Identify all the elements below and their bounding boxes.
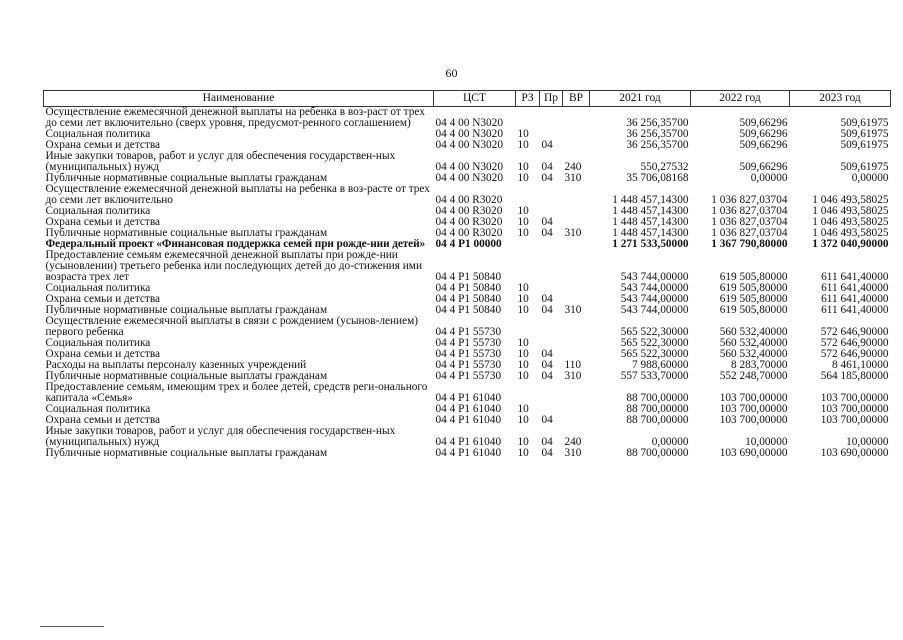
cell-2022: 103 700,00000 <box>719 414 788 426</box>
cell-2023: 611 641,40000 <box>821 293 889 305</box>
cell-rz: 10 <box>517 304 529 316</box>
cell-2021: 543 744,00000 <box>620 282 689 294</box>
cell-cst: 04 4 00 R3020 <box>435 227 503 239</box>
cell-rz: 10 <box>517 436 529 448</box>
cell-name: Публичные нормативные социальные выплаты гражданам <box>45 447 328 459</box>
cell-name: Охрана семьи и детства <box>45 216 161 228</box>
cell-pr: 04 <box>541 304 553 316</box>
cell-2021: 7 988,60000 <box>632 359 689 371</box>
cell-2021: 1 448 457,14300 <box>612 205 689 217</box>
table-row <box>44 316 891 338</box>
cell-pr <box>540 239 563 250</box>
cell-rz: 10 <box>517 370 529 382</box>
cell-2023: 103 700,00000 <box>820 403 889 415</box>
cell-pr: 04 <box>541 436 553 448</box>
cell-name: Публичные нормативные социальные выплаты гражданам <box>45 227 328 239</box>
cell-name: Социальная политика <box>45 282 151 294</box>
cell-vr <box>563 206 590 217</box>
cell-2023: 564 185,80000 <box>820 370 889 382</box>
cell-2021: 565 522,30000 <box>620 348 689 360</box>
cell-2023: 10,00000 <box>846 436 889 448</box>
cell-cst: 04 4 P1 50840 <box>435 293 502 305</box>
cell-name: Социальная политика <box>45 128 151 140</box>
cell-vr: 310 <box>564 447 582 459</box>
cell-2021: 1 448 457,14300 <box>612 227 689 239</box>
cell-pr: 04 <box>541 447 553 459</box>
cell-2021: 88 700,00000 <box>626 403 689 415</box>
cell-cst: 04 4 P1 61040 <box>435 436 502 448</box>
header-cst: ЦСТ <box>434 91 516 107</box>
cell-name: Осуществление ежемесячной денежной выплаты на ребенка в воз-расте от трех до семи лет включительно <box>45 183 430 206</box>
cell-2022: 560 532,40000 <box>719 348 788 360</box>
cell-rz: 10 <box>517 414 529 426</box>
cell-2022: 509,66296 <box>739 128 788 140</box>
cell-pr: 04 <box>541 139 553 151</box>
cell-2022: 103 700,00000 <box>719 392 788 404</box>
cell-vr <box>563 184 590 206</box>
cell-2022: 509,66296 <box>739 117 788 129</box>
cell-rz: 10 <box>517 293 529 305</box>
cell-2023: 1 046 493,58025 <box>812 216 889 228</box>
header-name: Наименование <box>44 91 434 107</box>
cell-pr: 04 <box>541 161 553 173</box>
cell-cst: 04 4 00 N3020 <box>435 172 503 184</box>
cell-cst: 04 4 P1 55730 <box>435 370 502 382</box>
cell-name: Иные закупки товаров, работ и услуг для обеспечения государствен-ных (муниципальных) нужд <box>45 425 396 448</box>
cell-rz <box>516 250 540 283</box>
cell-name: Федеральный проект «Финансовая поддержка семей при рожде-нии детей» <box>45 238 426 250</box>
cell-pr: 04 <box>541 172 553 184</box>
cell-2023: 1 372 040,90000 <box>812 238 889 250</box>
cell-2022: 560 532,40000 <box>719 337 788 349</box>
cell-cst: 04 4 P1 00000 <box>435 238 502 250</box>
cell-cst: 04 4 00 N3020 <box>435 139 503 151</box>
cell-name: Осуществление ежемесячной денежной выплаты на ребенка в воз-раст от трех до семи лет включительно (сверх уровня, предусмот-ренного соглашением) <box>45 106 425 129</box>
cell-cst: 04 4 00 N3020 <box>435 161 503 173</box>
cell-rz: 10 <box>517 403 529 415</box>
cell-name: Иные закупки товаров, работ и услуг для обеспечения государствен-ных (муниципальных) нужд <box>45 150 396 173</box>
cell-2023: 1 046 493,58025 <box>812 194 889 206</box>
cell-cst: 04 4 00 N3020 <box>435 128 503 140</box>
cell-pr <box>540 107 563 130</box>
cell-rz: 10 <box>517 447 529 459</box>
cell-pr: 04 <box>541 348 553 360</box>
cell-2022: 1 036 827,03704 <box>711 227 788 239</box>
cell-rz: 10 <box>517 282 529 294</box>
cell-2021: 1 271 533,50000 <box>612 238 689 250</box>
header-2021: 2021 год <box>590 91 691 107</box>
cell-pr: 04 <box>541 227 553 239</box>
cell-pr: 04 <box>541 370 553 382</box>
cell-2021: 1 448 457,14300 <box>612 216 689 228</box>
table-body <box>44 107 891 460</box>
cell-2023: 509,61975 <box>840 161 889 173</box>
cell-2023: 611 641,40000 <box>821 304 889 316</box>
cell-2021: 88 700,00000 <box>626 414 689 426</box>
cell-pr: 04 <box>541 293 553 305</box>
table-row <box>44 426 891 448</box>
cell-2021: 36 256,35700 <box>626 128 689 140</box>
cell-vr <box>563 129 590 140</box>
cell-pr <box>540 382 563 404</box>
cell-name: Охрана семьи и детства <box>45 414 161 426</box>
cell-pr <box>540 316 563 338</box>
cell-2023: 0,00000 <box>851 172 889 184</box>
cell-2022: 1 036 827,03704 <box>711 205 788 217</box>
cell-2022: 0,00000 <box>750 172 788 184</box>
cell-rz: 10 <box>517 205 529 217</box>
header-rz: РЗ <box>516 91 540 107</box>
cell-rz: 10 <box>517 128 529 140</box>
cell-pr <box>540 184 563 206</box>
cell-name: Социальная политика <box>45 337 151 349</box>
cell-cst: 04 4 P1 55730 <box>435 359 502 371</box>
cell-vr: 240 <box>564 436 582 448</box>
cell-vr <box>563 140 590 151</box>
table-row <box>44 382 891 404</box>
cell-2021: 543 744,00000 <box>620 271 689 283</box>
header-2023: 2023 год <box>790 91 891 107</box>
table-row <box>44 250 891 283</box>
cell-vr: 310 <box>564 172 582 184</box>
cell-2022: 552 248,70000 <box>719 370 788 382</box>
cell-vr <box>563 338 590 349</box>
cell-2022: 619 505,80000 <box>719 282 788 294</box>
cell-name: Охрана семьи и детства <box>45 348 161 360</box>
cell-rz: 10 <box>517 227 529 239</box>
cell-rz: 10 <box>517 216 529 228</box>
cell-2022: 1 367 790,80000 <box>711 238 788 250</box>
cell-2022: 619 505,80000 <box>719 293 788 305</box>
cell-2021: 565 522,30000 <box>620 326 689 338</box>
cell-rz: 10 <box>517 161 529 173</box>
cell-2023: 572 646,90000 <box>820 348 889 360</box>
cell-2021: 88 700,00000 <box>626 447 689 459</box>
cell-2021: 88 700,00000 <box>626 392 689 404</box>
cell-name: Социальная политика <box>45 403 151 415</box>
cell-2023: 103 700,00000 <box>820 414 889 426</box>
table-row <box>44 448 891 459</box>
cell-2021: 565 522,30000 <box>620 337 689 349</box>
cell-2022: 1 036 827,03704 <box>711 194 788 206</box>
cell-name: Публичные нормативные социальные выплаты гражданам <box>45 304 328 316</box>
cell-cst: 04 4 00 R3020 <box>435 205 503 217</box>
cell-2023: 611 641,40000 <box>821 271 889 283</box>
cell-2023: 103 700,00000 <box>820 392 889 404</box>
cell-2021: 35 706,08168 <box>626 172 689 184</box>
cell-2023: 1 046 493,58025 <box>812 205 889 217</box>
cell-cst: 04 4 P1 55730 <box>435 326 502 338</box>
cell-2022: 560 532,40000 <box>719 326 788 338</box>
cell-vr <box>563 316 590 338</box>
cell-2022: 619 505,80000 <box>719 304 788 316</box>
cell-2021: 36 256,35700 <box>626 117 689 129</box>
page-number: 60 <box>445 66 458 80</box>
cell-cst: 04 4 P1 50840 <box>435 271 502 283</box>
cell-cst: 04 4 P1 55730 <box>435 337 502 349</box>
cell-2023: 8 461,10000 <box>832 359 889 371</box>
cell-cst: 04 4 00 R3020 <box>435 194 503 206</box>
cell-cst: 04 4 P1 50840 <box>435 282 502 294</box>
cell-2022: 509,66296 <box>739 161 788 173</box>
cell-rz <box>516 382 540 404</box>
cell-2023: 509,61975 <box>840 139 889 151</box>
cell-pr: 04 <box>541 216 553 228</box>
cell-vr: 240 <box>564 161 582 173</box>
cell-cst: 04 4 P1 55730 <box>435 348 502 360</box>
cell-cst: 04 4 P1 61040 <box>435 447 502 459</box>
cell-2022: 8 283,70000 <box>731 359 788 371</box>
cell-2022: 1 036 827,03704 <box>711 216 788 228</box>
cell-rz <box>516 316 540 338</box>
cell-pr: 04 <box>541 414 553 426</box>
cell-rz <box>516 184 540 206</box>
cell-rz: 10 <box>517 139 529 151</box>
cell-name: Предоставление семьям, имеющим трех и более детей, средств реги-онального капитала «Семья» <box>45 381 428 404</box>
cell-2023: 509,61975 <box>840 128 889 140</box>
cell-name: Расходы на выплаты персоналу казенных учреждений <box>45 359 307 371</box>
cell-cst: 04 4 P1 61040 <box>435 392 502 404</box>
cell-rz: 10 <box>517 348 529 360</box>
budget-table <box>43 90 891 459</box>
cell-2022: 619 505,80000 <box>719 271 788 283</box>
header-pr: Пр <box>540 91 563 107</box>
cell-name: Охрана семьи и детства <box>45 139 161 151</box>
cell-rz <box>516 107 540 130</box>
cell-vr <box>563 250 590 283</box>
cell-2022: 509,66296 <box>739 139 788 151</box>
table-row <box>44 184 891 206</box>
cell-pr: 04 <box>541 359 553 371</box>
cell-2023: 572 646,90000 <box>820 337 889 349</box>
cell-vr <box>563 283 590 294</box>
cell-cst: 04 4 P1 61040 <box>435 403 502 415</box>
cell-2021: 550,27532 <box>640 161 689 173</box>
header-2022: 2022 год <box>691 91 790 107</box>
cell-name: Осуществление ежемесячной выплаты в связи с рождением (усынов-лением) первого ребенка <box>45 315 419 338</box>
cell-rz <box>516 239 540 250</box>
cell-rz: 10 <box>517 172 529 184</box>
cell-pr <box>540 250 563 283</box>
cell-vr <box>563 382 590 404</box>
cell-vr <box>563 107 590 130</box>
table-row <box>44 107 891 130</box>
cell-vr: 310 <box>564 370 582 382</box>
cell-2022: 103 700,00000 <box>719 403 788 415</box>
cell-cst: 04 4 00 N3020 <box>435 117 503 129</box>
cell-name: Публичные нормативные социальные выплаты гражданам <box>45 370 328 382</box>
cell-2023: 611 641,40000 <box>821 282 889 294</box>
cell-2022: 10,00000 <box>745 436 788 448</box>
cell-rz: 10 <box>517 359 529 371</box>
cell-2023: 509,61975 <box>840 117 889 129</box>
cell-vr <box>563 415 590 426</box>
cell-2023: 572 646,90000 <box>820 326 889 338</box>
cell-2021: 0,00000 <box>651 436 689 448</box>
cell-rz: 10 <box>517 337 529 349</box>
header-vr: ВР <box>563 91 590 107</box>
cell-vr: 310 <box>564 227 582 239</box>
cell-name: Социальная политика <box>45 205 151 217</box>
cell-name: Охрана семьи и детства <box>45 293 161 305</box>
cell-2023: 103 690,00000 <box>820 447 889 459</box>
cell-2021: 557 533,70000 <box>620 370 689 382</box>
cell-vr <box>563 404 590 415</box>
table-header-row <box>44 91 891 107</box>
table-row <box>44 151 891 173</box>
cell-2021: 543 744,00000 <box>620 293 689 305</box>
cell-cst: 04 4 00 R3020 <box>435 216 503 228</box>
cell-2021: 543 744,00000 <box>620 304 689 316</box>
cell-vr: 310 <box>564 304 582 316</box>
cell-name: Публичные нормативные социальные выплаты гражданам <box>45 172 328 184</box>
cell-vr <box>563 239 590 250</box>
cell-2023: 1 046 493,58025 <box>812 227 889 239</box>
cell-2021: 1 448 457,14300 <box>612 194 689 206</box>
cell-2022: 103 690,00000 <box>719 447 788 459</box>
cell-cst: 04 4 P1 50840 <box>435 304 502 316</box>
cell-name: Предоставление семьям ежемесячной денежной выплаты при рожде-нии (усыновлении) третьего ребенка или последующих детей до до-стижения ими возраста трех лет <box>45 249 422 283</box>
cell-2021: 36 256,35700 <box>626 139 689 151</box>
footnote-divider <box>40 626 104 627</box>
cell-vr: 110 <box>564 359 582 371</box>
cell-cst: 04 4 P1 61040 <box>435 414 502 426</box>
